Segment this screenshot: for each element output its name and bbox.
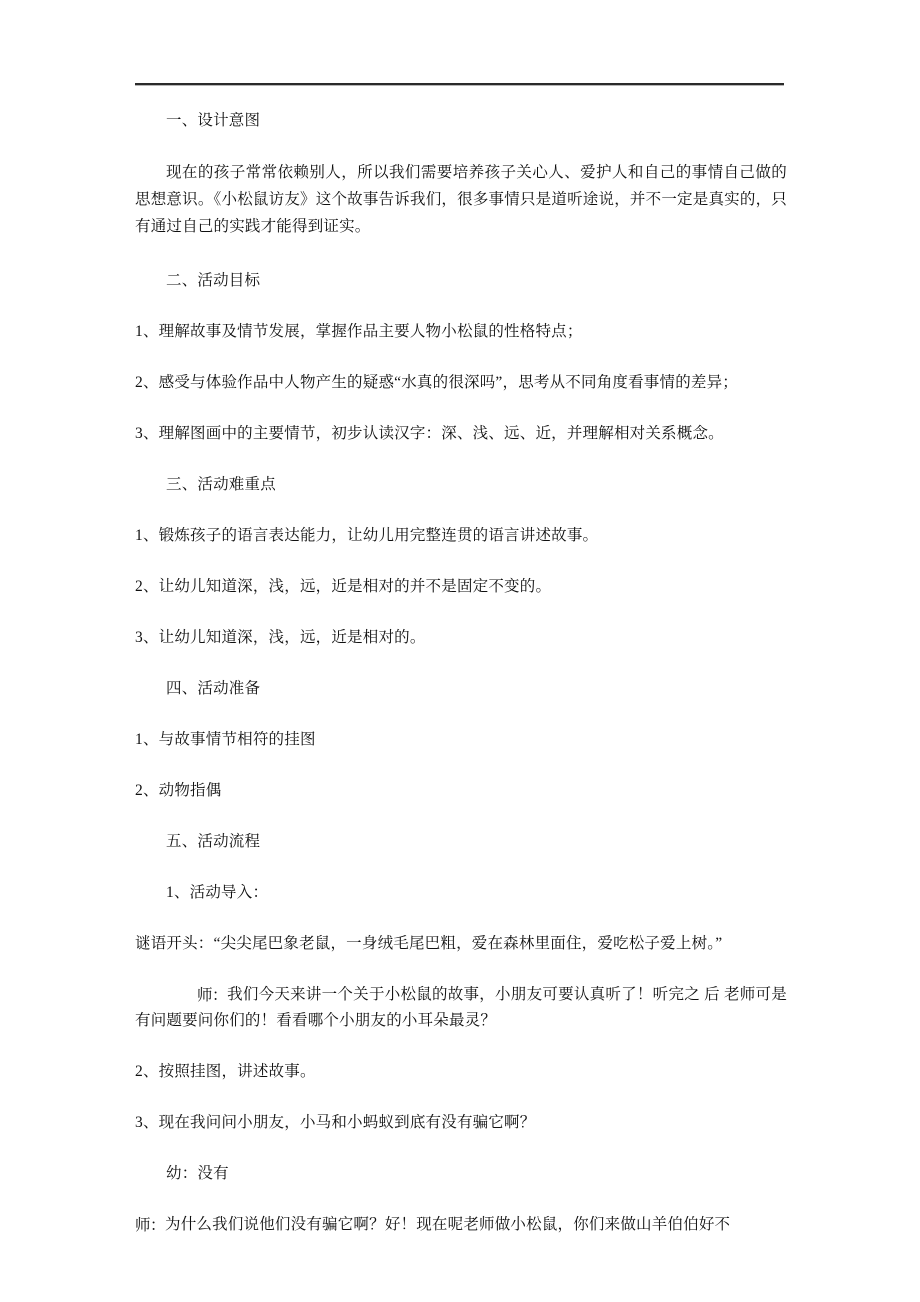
key-point-item-3: 3、让幼儿知道深，浅，远，近是相对的。 bbox=[135, 629, 426, 646]
teacher-dialogue-1-text: 我们今天来讲一个关于小松鼠的故事，小朋友可要认真听了！听完之 后 老师可是有问题要问你们的！看看哪个小朋友的小耳朵最灵？ bbox=[135, 986, 787, 1029]
preparation-item-2: 2、动物指偶 bbox=[135, 782, 222, 799]
paragraph-design-intent: 现在的孩子常常依赖别人，所以我们需要培养孩子关心人、爱护人和自己的事情自己做的思想意识。《小松鼠访友》这个故事告诉我们，很多事情只是道听途说，并不一定是真实的，只有通过自己的实践才能得到证实。 bbox=[135, 164, 787, 235]
activity-goal-item-1: 1、理解故事及情节发展，掌握作品主要人物小松鼠的性格特点； bbox=[135, 323, 583, 340]
preparation-item-1: 1、与故事情节相符的挂图 bbox=[135, 731, 316, 748]
section-heading-preparation: 四、活动准备 bbox=[166, 680, 261, 697]
teacher-speaker-label-2: 师： bbox=[135, 1217, 166, 1234]
activity-goal-item-2-text: 2、感受与体验作品中人物产生的疑惑“水真的很深吗”，思考从不同角度看事情的差异； bbox=[135, 374, 739, 391]
teacher-dialogue-2-text: 为什么我们说他们没有骗它啊？好！现在呢老师做小松鼠，你们来做山羊伯伯好不 bbox=[165, 1216, 731, 1233]
teacher-speaker-label-1: 师： bbox=[197, 987, 228, 1004]
key-point-item-2: 2、让幼儿知道深，浅，远，近是相对的并不是固定不变的。 bbox=[135, 578, 552, 595]
teacher-dialogue-2 bbox=[135, 1212, 787, 1238]
teacher-dialogue-1 bbox=[135, 982, 787, 1034]
process-item-1: 1、活动导入： bbox=[166, 884, 269, 901]
header-horizontal-rule bbox=[135, 83, 784, 85]
document-body bbox=[135, 108, 787, 1263]
section-heading-activity-goals: 二、活动目标 bbox=[166, 272, 261, 289]
process-item-3: 3、现在我问问小朋友，小马和小蚂蚁到底有没有骗它啊？ bbox=[135, 1114, 536, 1131]
section-heading-design-intent: 一、设计意图 bbox=[166, 112, 261, 129]
section-heading-process: 五、活动流程 bbox=[166, 833, 261, 850]
key-point-item-1: 1、锻炼孩子的语言表达能力，让幼儿用完整连贯的语言讲述故事。 bbox=[135, 527, 599, 544]
child-dialogue-1: 幼：没有 bbox=[166, 1165, 229, 1182]
section-heading-key-points: 三、活动难重点 bbox=[166, 476, 276, 493]
teacher-dialogue-2-inner bbox=[135, 1212, 730, 1238]
activity-goal-item-2 bbox=[135, 370, 787, 396]
riddle-line: 谜语开头：“尖尖尾巴象老鼠，一身绒毛尾巴粗，爱在森林里面住，爱吃松子爱上树。” bbox=[135, 935, 723, 952]
process-item-2: 2、按照挂图，讲述故事。 bbox=[135, 1063, 316, 1080]
activity-goal-item-3: 3、理解图画中的主要情节，初步认读汉字：深、浅、远、近，并理解相对关系概念。 bbox=[135, 425, 724, 442]
